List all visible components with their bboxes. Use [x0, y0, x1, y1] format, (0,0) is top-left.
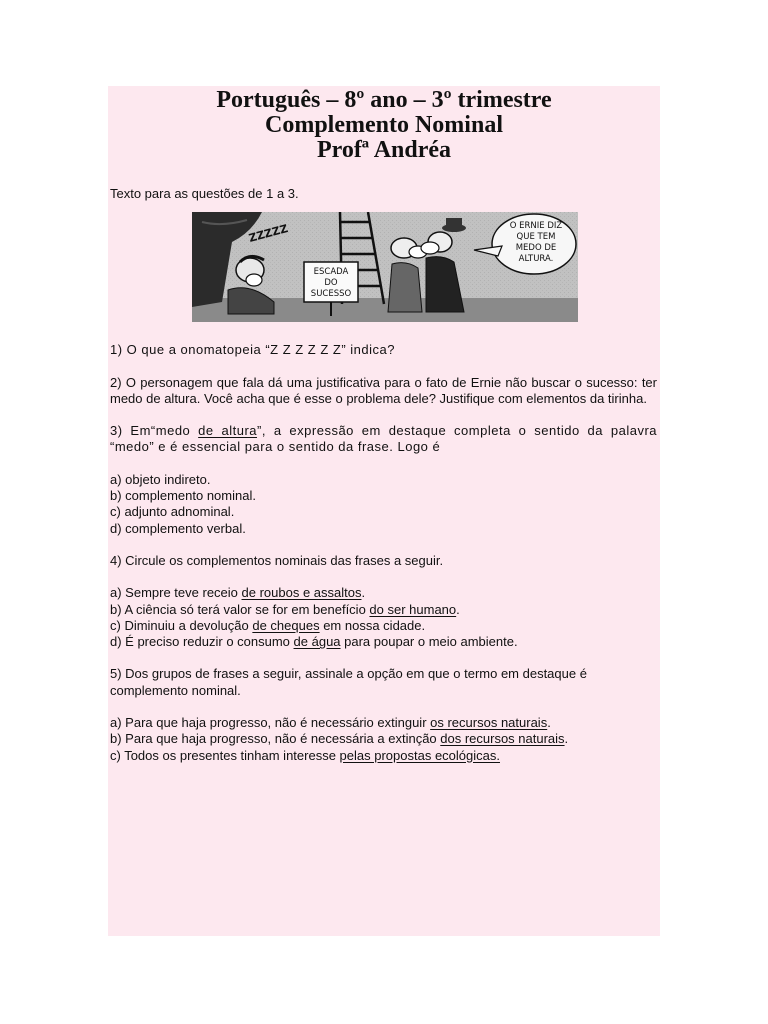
q5-item-text: c) Todos os presentes tinham interesse: [110, 747, 340, 763]
q4-item-text: .: [361, 585, 366, 601]
sign-line-1: ESCADA: [313, 267, 349, 278]
q4-item-underlined: do ser humano: [369, 601, 457, 617]
question-5: 5) Dos grupos de frases a seguir, assinale a opção em que o termo em destaque é complemento nominal.: [110, 666, 587, 698]
q4-item-text: c) Diminuiu a devolução: [110, 617, 253, 633]
q5-item-text: b) Para que haja progresso, não é necessária a extinção: [110, 731, 441, 747]
q5-item-text: .: [564, 731, 569, 747]
bubble-line-2: QUE TEM: [516, 232, 556, 243]
q4-item-underlined: de cheques: [252, 617, 320, 633]
q3-suffix: ”, a expressão em destaque completa o sentido da palavra “medo” e é essencial para o sentido da frase. Logo é: [110, 423, 658, 455]
comic-strip-image: [192, 212, 578, 322]
q4-item: [110, 634, 657, 650]
question-4: 4) Circule os complementos nominais das frases a seguir.: [110, 552, 444, 568]
q5-item: [110, 715, 657, 731]
q3-option: b) complemento nominal.: [110, 488, 256, 504]
q4-item-underlined: de roubos e assaltos: [241, 585, 362, 601]
sign-line-2: DO: [324, 278, 338, 289]
intro-text: Texto para as questões de 1 a 3.: [110, 186, 299, 201]
q5-item-underlined: pelas propostas ecológicas.: [339, 747, 500, 763]
q4-item: [110, 602, 657, 618]
q3-option: c) adjunto adnominal.: [110, 504, 235, 520]
q4-item-text: em nossa cidade.: [319, 617, 426, 633]
q5-item-underlined: os recursos naturais: [430, 715, 548, 731]
bubble-line-3: MEDO DE: [515, 243, 557, 254]
q4-item-text: .: [456, 601, 460, 617]
sign-line-3: SUCESSO: [310, 289, 352, 300]
q3-underlined-term: de altura: [198, 423, 258, 439]
worksheet-content: [110, 186, 657, 764]
question-3: [110, 423, 657, 456]
question-1: 1) O que a onomatopeia “Z Z Z Z Z Z” indica?: [110, 342, 395, 358]
question-2: 2) O personagem que fala dá uma justificativa para o fato de Ernie não buscar o sucesso: ter medo de altura. Você acha que é esse o problema dele? Justifique com elementos da tirinha.: [110, 374, 657, 406]
q4-item-text: b) A ciência só terá valor se for em benefício: [110, 601, 370, 617]
q4-item-text: d) É preciso reduzir o consumo: [110, 634, 294, 650]
q5-item-text: a) Para que haja progresso, não é necessário extinguir: [110, 715, 431, 731]
sleep-zzz-text: ZZZZZ: [247, 222, 290, 246]
q4-item-text: para poupar o meio ambiente.: [340, 634, 518, 650]
q5-item: [110, 731, 657, 747]
q3-option: d) complemento verbal.: [110, 520, 246, 536]
q5-item-underlined: dos recursos naturais: [440, 731, 565, 747]
q5-item: [110, 748, 657, 764]
q3-option: a) objeto indireto.: [110, 471, 211, 487]
header-topic: Complemento Nominal: [265, 112, 503, 138]
worksheet-header: [108, 86, 660, 163]
q4-item: [110, 618, 657, 634]
header-teacher: Profª Andréa: [316, 137, 452, 163]
bubble-line-4: ALTURA.: [518, 254, 554, 265]
header-subject: Português – 8º ano – 3º trimestre: [216, 87, 552, 113]
q5-item-text: .: [547, 715, 551, 731]
worksheet-page: [108, 86, 660, 936]
q3-prefix: 3) Em“medo: [110, 423, 199, 439]
bubble-line-1: O ERNIE DIZ: [509, 221, 563, 232]
q4-item: [110, 585, 657, 601]
q4-item-text: a) Sempre teve receio: [110, 585, 242, 601]
q4-item-underlined: de água: [293, 634, 341, 650]
